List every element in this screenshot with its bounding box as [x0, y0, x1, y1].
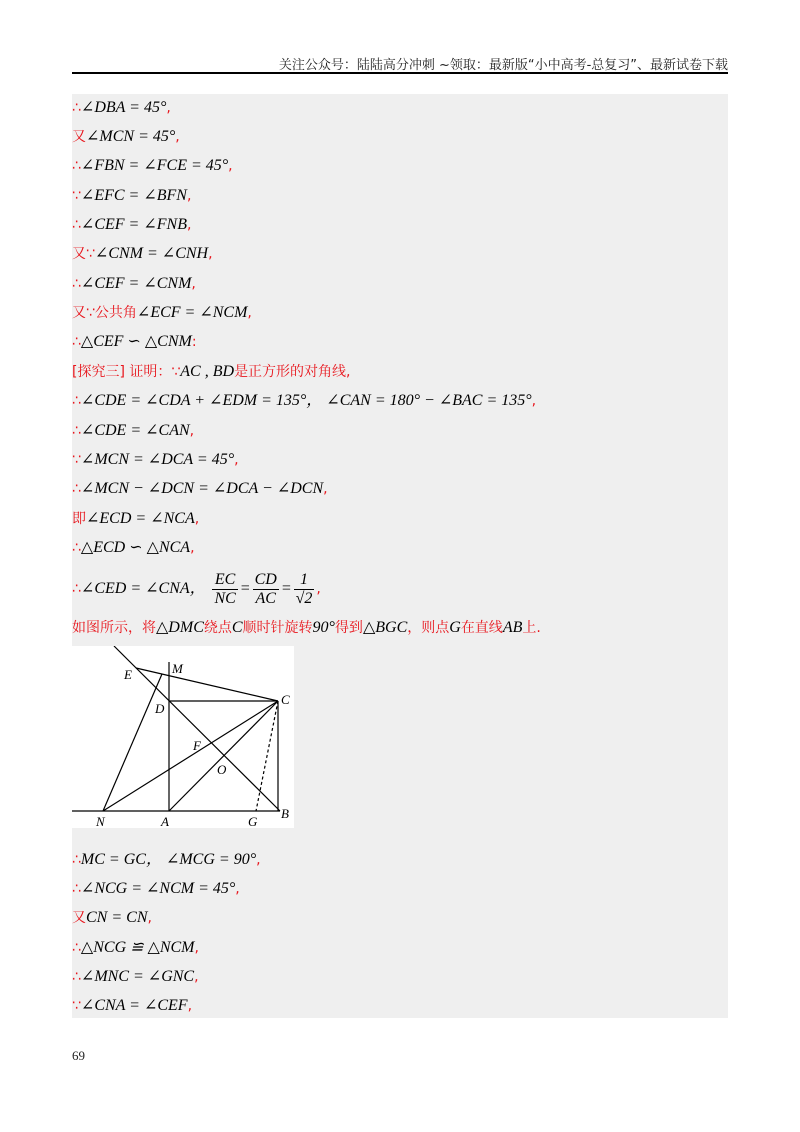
label-m: M — [172, 661, 183, 676]
page-header: 关注公众号：陆陆高分冲刺 ~领取：最新版“小中高考-总复习”、最新试卷下载 — [278, 58, 728, 73]
line-5: ∴∠CEF = ∠FNB, — [72, 216, 192, 233]
segment-nc — [103, 701, 278, 811]
line-8: 又∵公共角∠ECF = ∠NCM, — [72, 304, 252, 321]
geometry-figure — [72, 646, 294, 828]
figure-caption: 如图所示，将△DMC绕点C顺时针旋转90°得到△BGC，则点G在直线AB上. — [72, 619, 541, 636]
line-11: ∴∠CDE = ∠CDA + ∠EDM = 135°， ∠CAN = 180° − ∠BAC = 135°, — [72, 392, 537, 409]
line-4: ∵∠EFC = ∠BFN, — [72, 187, 192, 204]
label-o: O — [217, 762, 227, 777]
line-15: 即∠ECD = ∠NCA, — [72, 510, 200, 527]
line-7: ∴∠CEF = ∠CNM, — [72, 275, 196, 292]
page-number: 69 — [72, 1048, 85, 1063]
label-f: F — [193, 738, 201, 753]
line-17: ∴MC = GC， ∠MCG = 90°, — [72, 851, 261, 868]
label-b: B — [281, 806, 289, 821]
line-16: ∴△ECD ∽ △NCA, — [72, 539, 195, 556]
line-9: ∴△CEF ∽ △CNM: — [72, 333, 197, 350]
solution-panel — [72, 94, 728, 1018]
line-21: ∴∠MNC = ∠GNC, — [72, 968, 199, 985]
fraction-cd-ac: $\frac{CD}{AC}$ — [254, 570, 277, 607]
line-22: ∵∠CNA = ∠CEF, — [72, 997, 193, 1014]
label-d: D — [155, 701, 165, 716]
line-19: 又CN = CN, — [72, 909, 152, 926]
geometry-svg — [72, 646, 294, 828]
fraction-one-root2: $\frac{1}{√2}$ — [295, 570, 313, 607]
line-2: 又∠MCN = 45°, — [72, 128, 180, 145]
line-3: ∴∠FBN = ∠FCE = 45°, — [72, 157, 233, 174]
line-13: ∵∠MCN = ∠DCA = 45°, — [72, 451, 239, 468]
line-14: ∴∠MCN − ∠DCN = ∠DCA − ∠DCN, — [72, 480, 328, 497]
label-c: C — [281, 692, 290, 707]
fraction-ec-nc: $\frac{EC}{NC}$ — [214, 570, 236, 607]
line-12: ∴∠CDE = ∠CAN, — [72, 422, 195, 439]
label-a: A — [161, 814, 169, 828]
label-n: N — [96, 814, 105, 828]
ratio-line: ∴∠CED = ∠CNA， $\frac{EC}{NC}$ = $\frac{CD}{AC}$ = $\frac{1}{√2}$ , — [72, 570, 321, 607]
header-rule — [72, 72, 728, 74]
segment-cg-dashed — [256, 701, 278, 811]
label-e: E — [124, 667, 132, 682]
line-18: ∴∠NCG = ∠NCM = 45°, — [72, 880, 240, 897]
line-1: ∴∠DBA = 45°, — [72, 99, 171, 116]
segment-ne — [103, 674, 162, 811]
line-6: 又∵∠CNM = ∠CNH, — [72, 245, 213, 262]
line-10: [探究三] 证明：∵AC , BD是正方形的对角线, — [72, 363, 351, 380]
line-20: ∴△NCG ≌ △NCM, — [72, 939, 199, 956]
label-g: G — [248, 814, 258, 828]
